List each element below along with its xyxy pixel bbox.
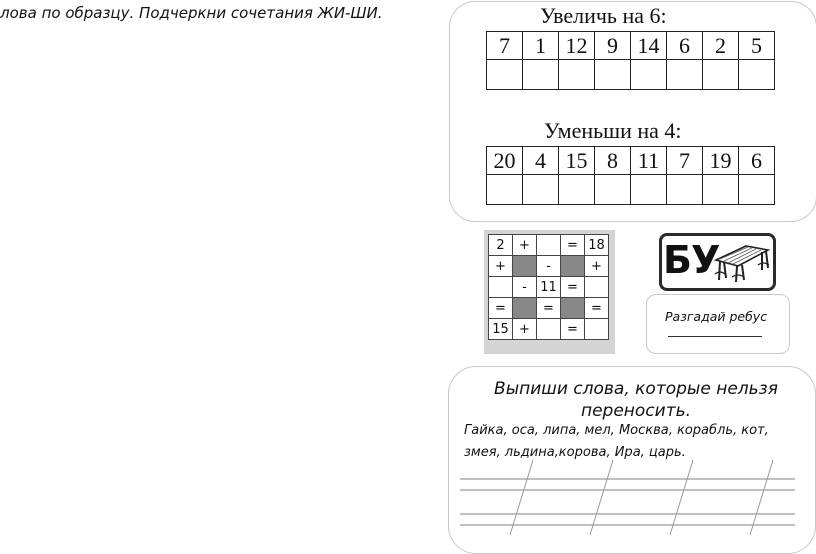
answer-row bbox=[487, 60, 775, 90]
answer-cell[interactable] bbox=[739, 60, 775, 90]
puzzle-cell: - bbox=[537, 256, 561, 277]
answer-cell[interactable] bbox=[559, 175, 595, 205]
puzzle-cell: = bbox=[489, 298, 513, 319]
puzzle-cell: 11 bbox=[537, 277, 561, 298]
increase-task-title: Увеличь на 6: bbox=[540, 3, 667, 28]
answer-cell[interactable] bbox=[487, 175, 523, 205]
answer-cell[interactable] bbox=[631, 175, 667, 205]
words-task-title: Выпиши слова, которые нельзя переносить. bbox=[494, 379, 778, 421]
number-cell: 5 bbox=[739, 32, 775, 60]
answer-cell[interactable] bbox=[703, 175, 739, 205]
puzzle-cell: = bbox=[561, 319, 585, 340]
cross-number-puzzle bbox=[488, 234, 609, 340]
number-cell: 6 bbox=[739, 147, 775, 175]
rebus-card bbox=[646, 294, 790, 354]
empty-answer-cell[interactable] bbox=[489, 277, 513, 298]
number-cell: 2 bbox=[703, 32, 739, 60]
number-cell: 14 bbox=[631, 32, 667, 60]
number-cell: 20 bbox=[487, 147, 523, 175]
puzzle-row bbox=[489, 256, 609, 277]
puzzle-cell: + bbox=[513, 235, 537, 256]
puzzle-row bbox=[489, 235, 609, 256]
empty-answer-cell[interactable] bbox=[537, 235, 561, 256]
answer-cell[interactable] bbox=[523, 175, 559, 205]
number-cell: 4 bbox=[523, 147, 559, 175]
puzzle-cell: - bbox=[513, 277, 537, 298]
puzzle-row bbox=[489, 319, 609, 340]
answer-cell[interactable] bbox=[667, 175, 703, 205]
rebus-letters: БУ bbox=[663, 238, 720, 282]
number-cell: 19 bbox=[703, 147, 739, 175]
answer-cell[interactable] bbox=[667, 60, 703, 90]
decrease-number-table bbox=[486, 146, 775, 205]
number-cell: 11 bbox=[631, 147, 667, 175]
puzzle-row bbox=[489, 277, 609, 298]
puzzle-cell: = bbox=[561, 235, 585, 256]
answer-cell[interactable] bbox=[703, 60, 739, 90]
number-cell: 9 bbox=[595, 32, 631, 60]
empty-answer-cell[interactable] bbox=[585, 319, 609, 340]
answer-cell[interactable] bbox=[595, 175, 631, 205]
rebus-answer-line[interactable] bbox=[668, 336, 762, 337]
number-row bbox=[487, 147, 775, 175]
puzzle-cell: + bbox=[585, 256, 609, 277]
puzzle-cell: = bbox=[585, 298, 609, 319]
writing-lines[interactable] bbox=[455, 455, 800, 540]
rebus-label: Разгадай ребус bbox=[665, 309, 768, 324]
shaded-cell bbox=[561, 256, 585, 277]
answer-cell[interactable] bbox=[559, 60, 595, 90]
words-list: Гайка, оса, липа, мел, Москва, корабль, кот, змея, льдина,корова, Ира, царь. bbox=[464, 423, 769, 460]
answer-cell[interactable] bbox=[595, 60, 631, 90]
shaded-cell bbox=[513, 298, 537, 319]
decrease-task-title: Уменьши на 4: bbox=[544, 118, 682, 143]
answer-cell[interactable] bbox=[631, 60, 667, 90]
number-row bbox=[487, 32, 775, 60]
number-cell: 8 bbox=[595, 147, 631, 175]
shaded-cell bbox=[513, 256, 537, 277]
number-cell: 15 bbox=[559, 147, 595, 175]
number-cell: 1 bbox=[523, 32, 559, 60]
answer-row bbox=[487, 175, 775, 205]
puzzle-cell: = bbox=[561, 277, 585, 298]
answer-cell[interactable] bbox=[739, 175, 775, 205]
bench-icon bbox=[710, 238, 772, 284]
puzzle-cell: + bbox=[513, 319, 537, 340]
empty-answer-cell[interactable] bbox=[585, 277, 609, 298]
puzzle-cell: 15 bbox=[489, 319, 513, 340]
puzzle-cell: 2 bbox=[489, 235, 513, 256]
puzzle-cell: + bbox=[489, 256, 513, 277]
task-instruction: лова по образцу. Подчеркни сочетания ЖИ-ШИ. bbox=[0, 4, 383, 22]
number-cell: 6 bbox=[667, 32, 703, 60]
number-cell: 12 bbox=[559, 32, 595, 60]
number-cell: 7 bbox=[667, 147, 703, 175]
puzzle-cell: = bbox=[537, 298, 561, 319]
puzzle-row bbox=[489, 298, 609, 319]
increase-number-table bbox=[486, 31, 775, 90]
number-cell: 7 bbox=[487, 32, 523, 60]
answer-cell[interactable] bbox=[487, 60, 523, 90]
puzzle-cell: 18 bbox=[585, 235, 609, 256]
empty-answer-cell[interactable] bbox=[537, 319, 561, 340]
shaded-cell bbox=[561, 298, 585, 319]
answer-cell[interactable] bbox=[523, 60, 559, 90]
